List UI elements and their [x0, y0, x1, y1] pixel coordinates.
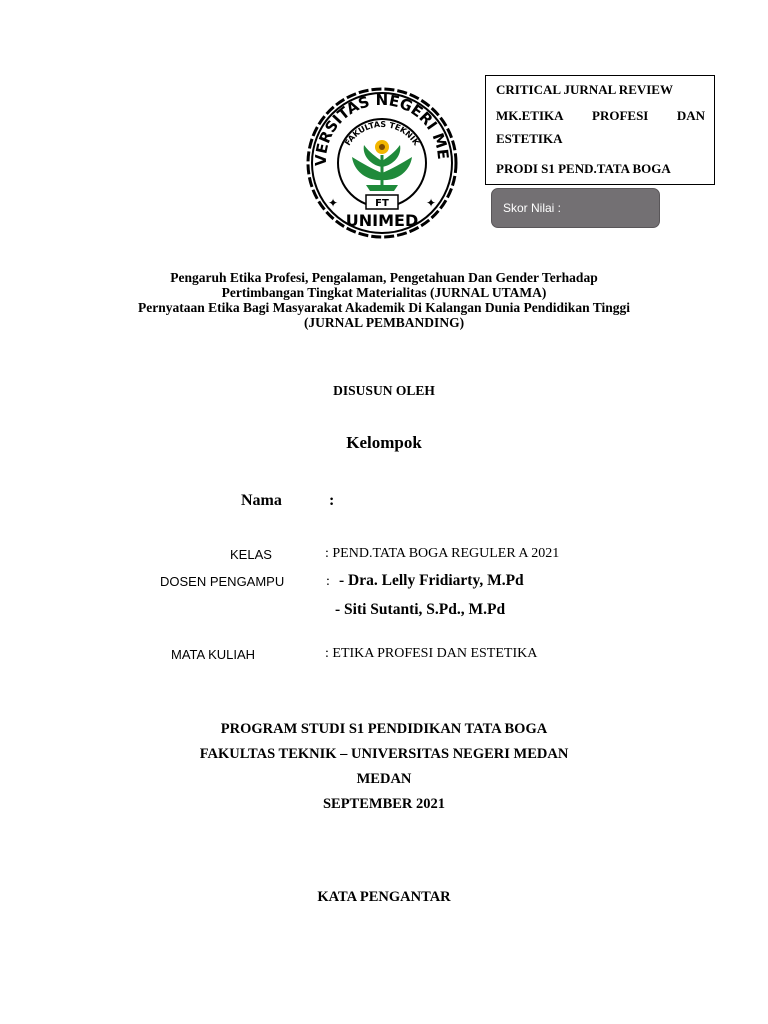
footer-date: SEPTEMBER 2021	[322, 796, 446, 812]
kata-pengantar-heading: KATA PENGANTAR	[317, 889, 451, 905]
dosen-name-1: - Dra. Lelly Fridiarty, M.Pd	[339, 572, 524, 589]
main-title-line-2: Pertimbangan Tingkat Materialitas (JURNAL UTAMA)	[221, 285, 547, 300]
compare-title-line-1: Pernyataan Etika Bagi Masyarakat Akademik Di Kalangan Dunia Pendidikan Tinggi	[138, 300, 630, 315]
logo-inner-text: FAKULTAS TEKNIK	[343, 119, 421, 148]
unimed-logo-icon	[300, 85, 464, 245]
header-course-word-3: DAN	[676, 108, 705, 123]
kelompok-heading: Kelompok	[346, 433, 422, 452]
mata-kuliah-label: MATA KULIAH	[171, 647, 256, 662]
footer-program: PROGRAM STUDI S1 PENDIDIKAN TATA BOGA	[220, 721, 548, 737]
mata-kuliah-value: : ETIKA PROFESI DAN ESTETIKA	[325, 646, 538, 661]
main-title-line-1: Pengaruh Etika Profesi, Pengalaman, Pengetahuan Dan Gender Terhadap	[170, 270, 598, 285]
compare-title-line-2: (JURNAL PEMBANDING)	[303, 315, 465, 330]
logo-bottom-text: UNIMED	[345, 211, 419, 230]
kelas-label: KELAS	[230, 547, 272, 562]
header-course-cont: ESTETIKA	[496, 131, 563, 146]
header-box	[485, 75, 715, 185]
logo-top-text: VERSITAS NEGERI ME	[311, 90, 453, 167]
header-course-line	[496, 108, 705, 124]
dosen-colon: :	[326, 574, 330, 589]
header-prodi: PRODI S1 PEND.TATA BOGA	[496, 161, 671, 176]
score-box	[491, 188, 660, 228]
footer-city: MEDAN	[356, 771, 412, 787]
header-course-word-2: PROFESI	[592, 108, 649, 123]
disusun-oleh: DISUSUN OLEH	[333, 383, 435, 398]
header-course-word-1: MK.ETIKA	[496, 108, 564, 123]
unimed-logo	[300, 85, 464, 245]
score-label: Skor Nilai :	[503, 201, 562, 215]
emblem-icon	[352, 140, 412, 191]
star-right-icon: ✦	[426, 196, 437, 210]
logo-ft-text: FT	[375, 198, 389, 209]
footer-faculty: FAKULTAS TEKNIK – UNIVERSITAS NEGERI MEDAN	[199, 746, 569, 762]
dosen-name-2: - Siti Sutanti, S.Pd., M.Pd	[335, 601, 506, 618]
header-title: CRITICAL JURNAL REVIEW	[496, 82, 673, 97]
kelas-value: : PEND.TATA BOGA REGULER A 2021	[325, 546, 560, 561]
dosen-label: DOSEN PENGAMPU	[160, 574, 285, 589]
star-left-icon: ✦	[328, 196, 339, 210]
nama-label: Nama	[241, 492, 282, 509]
nama-colon: :	[329, 492, 335, 509]
